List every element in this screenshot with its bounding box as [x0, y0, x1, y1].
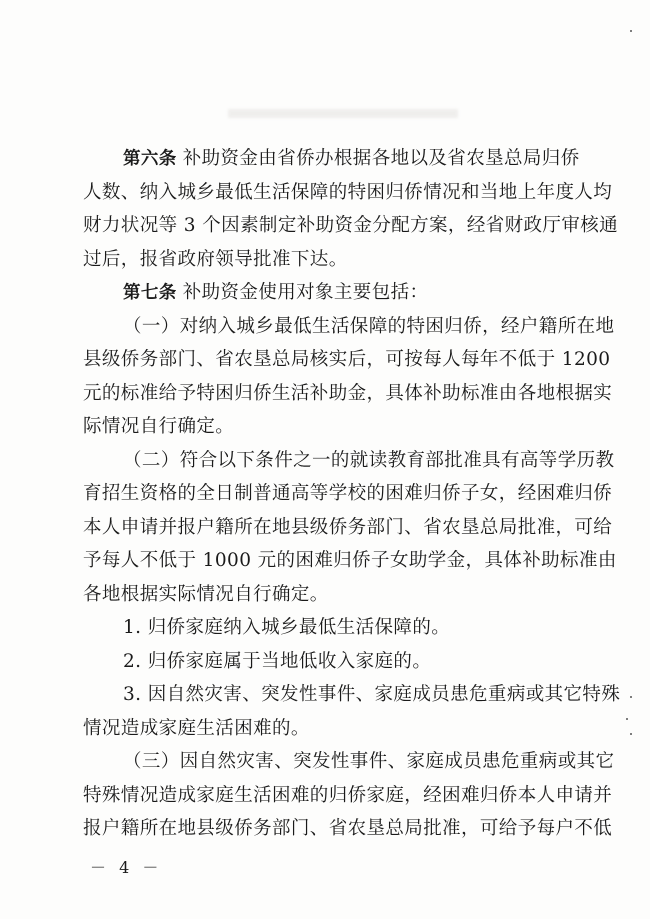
paragraph-line: 予每人不低于 1000 元的困难归侨子女助学金，具体补助标准由	[83, 550, 617, 571]
document-body	[83, 142, 621, 846]
list-item: 2. 归侨家庭属于当地低收入家庭的。	[123, 650, 432, 672]
paragraph-line: 财力状况等 3 个因素制定补助资金分配方案，经省财政厅审核通	[83, 215, 619, 236]
paragraph-line: （二）符合以下条件之一的就读教育部批准具有高等学历教	[123, 449, 615, 471]
paragraph-line: 县级侨务部门、省农垦总局核实后，可按每人每年不低于 1200	[83, 349, 611, 370]
scan-speck	[630, 696, 632, 698]
paragraph-line: 元的标准给予特困归侨生活补助金，具体补助标准由各地根据实	[83, 382, 613, 404]
page-number: － 4 －	[90, 858, 163, 877]
scan-speck	[630, 733, 632, 735]
article-label: 第六条	[123, 149, 177, 169]
article-label: 第七条	[123, 283, 177, 303]
paragraph-line: 育招生资格的全日制普通高等学校的困难归侨子女，经困难归侨	[83, 483, 613, 504]
scan-speck	[626, 718, 628, 720]
bleed-through-text	[228, 109, 458, 118]
list-item: 1. 归侨家庭纳入城乡最低生活保障的。	[123, 617, 451, 638]
list-item: 3. 因自然灾害、突发性事件、家庭成员患危重病或其它特殊	[123, 684, 621, 705]
paragraph-line: 第七条 补助资金使用对象主要包括：	[123, 282, 429, 303]
paragraph-line: （三）因自然灾害、突发性事件、家庭成员患危重病或其它	[123, 751, 615, 772]
scan-speck	[630, 30, 632, 32]
paragraph-line: 各地根据实际情况自行确定。	[83, 583, 329, 605]
paragraph-line: 特殊情况造成家庭生活困难的归侨家庭，经困难归侨本人申请并	[83, 784, 613, 806]
paragraph-line: 第六条 补助资金由省侨办根据各地以及省农垦总局归侨	[123, 148, 580, 169]
paragraph-line: 情况造成家庭生活困难的。	[83, 717, 310, 739]
paragraph-line: 过后，报省政府领导批准下达。	[83, 248, 348, 270]
paragraph-line: 本人申请并报户籍所在地县级侨务部门、省农垦总局批准，可给	[83, 516, 613, 538]
paragraph-line: 报户籍所在地县级侨务部门、省农垦总局批准，可给予每户不低	[83, 818, 613, 839]
paragraph-line: 人数、纳入城乡最低生活保障的特困归侨情况和当地上年度人均	[83, 181, 613, 203]
paragraph-line: （一）对纳入城乡最低生活保障的特困归侨，经户籍所在地	[123, 315, 615, 337]
paragraph-line: 际情况自行确定。	[83, 416, 235, 437]
